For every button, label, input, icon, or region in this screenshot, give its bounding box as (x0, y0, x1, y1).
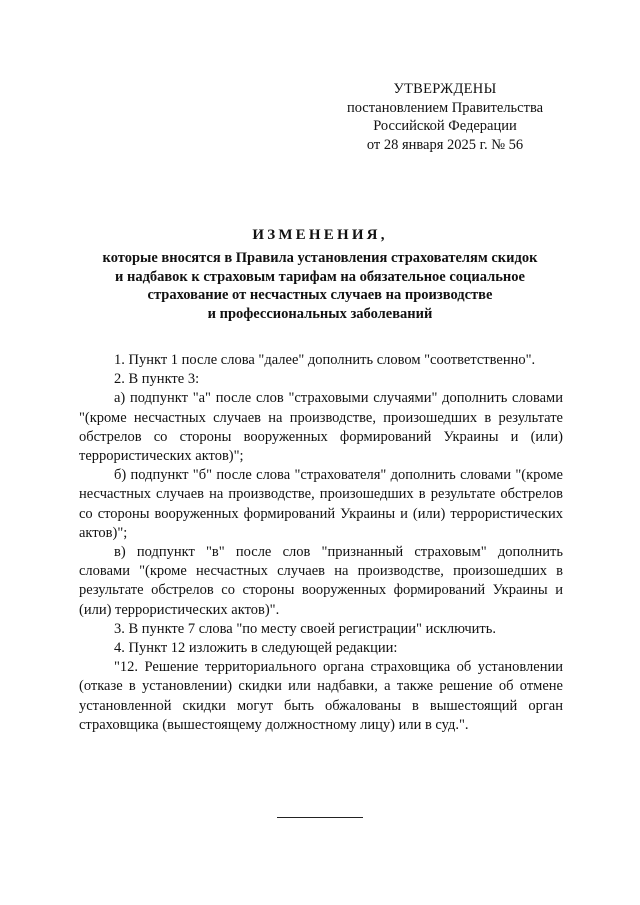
paragraph-subitem-b: б) подпункт "б" после слова "страхователя" дополнить словами "(кроме несчастных случаев на производстве, произошедших в результате обстрелов со стороны вооруженных формирований Украины и (или) террористических актов)"; (79, 467, 563, 541)
paragraph-item-4: 4. Пункт 12 изложить в следующей редакции: (114, 640, 398, 657)
document-title: ИЗМЕНЕНИЯ, (252, 227, 388, 243)
approval-line: Российской Федерации (373, 118, 517, 134)
paragraph-item-1: 1. Пункт 1 после слова "далее" дополнить словом "соответственно". (114, 352, 536, 368)
paragraph-subitem-v: в) подпункт "в" после слов "признанный страховым" дополнить словами "(кроме несчастных случаев на производстве, произошедших в результате обстрелов со стороны вооруженных формирований Украины и (или) террористических актов)". (79, 544, 563, 618)
approval-title: УТВЕРЖДЕНЫ (393, 81, 497, 97)
document-body (79, 351, 563, 735)
paragraph-item-3: 3. В пункте 7 слова "по месту своей регистрации" исключить. (114, 620, 496, 637)
paragraph-quoted-text: "12. Решение территориального органа страховщика об установлении (отказе в установлении) скидки или надбавки, а также решение об отмене установленной скидки могут быть обжалованы в вышестоящий орган страховщика (вышестоящему должностному лицу) или в суд.". (79, 659, 563, 733)
document-subtitle-line: и надбавок к страховым тарифам на обязательное социальное (115, 268, 525, 285)
document-heading (60, 226, 580, 323)
approval-date: от 28 января 2025 г. № 56 (366, 136, 524, 153)
paragraph-subitem-a: а) подпункт "а" после слов "страховыми случаями" дополнить словами "(кроме несчастных случаев на производстве, произошедших в результате обстрелов со стороны вооруженных формирований Украины и (или) террористических актов)"; (79, 390, 563, 465)
end-divider (277, 817, 363, 818)
document-subtitle-line: и профессиональных заболеваний (207, 305, 433, 322)
document-subtitle-line: которые вносятся в Правила установления страхователям скидок (102, 250, 538, 266)
document-subtitle-line: страхование от несчастных случаев на производстве (147, 287, 493, 303)
paragraph-item-2: 2. В пункте 3: (114, 371, 200, 388)
approval-block (330, 80, 560, 154)
approval-line: постановлением Правительства (346, 99, 544, 116)
